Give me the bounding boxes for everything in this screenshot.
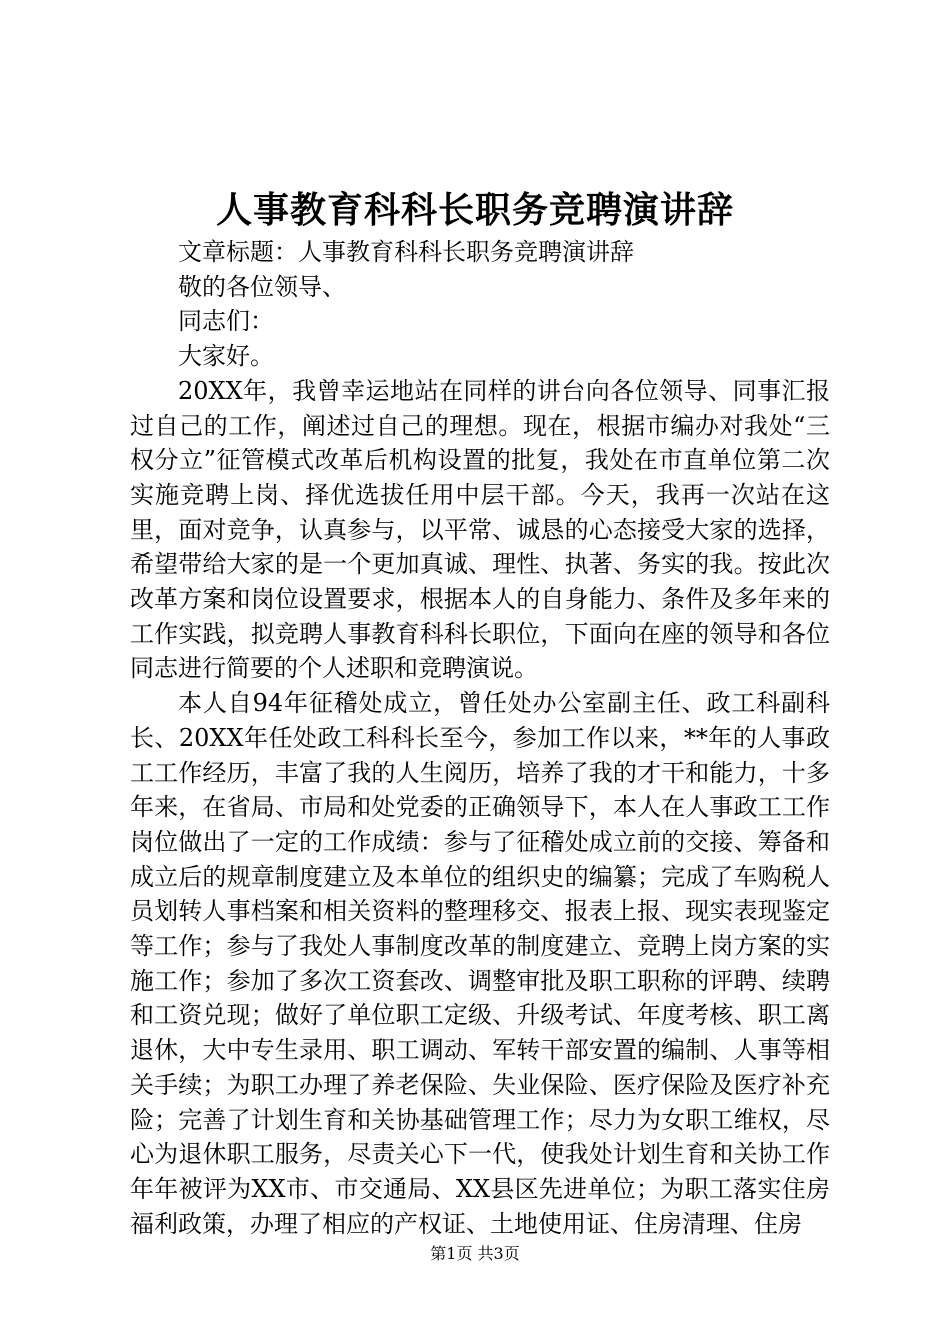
paragraph-intro: 20XX年，我曾幸运地站在同样的讲台向各位领导、同事汇报过自己的工作，阐述过自己的理想。现在，根据市编办对我处“三权分立”征管模式改革后机构设置的批复，我处在市直单位第二次实施竞聘上岗、择优选拔任用中层干部。今天，我再一次站在这里，面对竞争，认真参与，以平常、诚恳的心态接受大家的选择，希望带给大家的是一个更加真诚、理性、执著、务实的我。按此次改革方案和岗位设置要求，根据本人的自身能力、条件及多年来的工作实践，拟竞聘人事教育科科长职位，下面向在座的领导和各位同志进行简要的个人述职和竞聘演说。 bbox=[130, 376, 830, 683]
paragraph-salutation-2: 同志们： bbox=[178, 307, 274, 336]
paragraph-experience: 本人自94年征稽处成立，曾任处办公室副主任、政工科副科长、20XX年任处政工科科长至今，参加工作以来，**年的人事政工工作经历，丰富了我的人生阅历，培养了我的才干和能力，十多年来，在省局、市局和处党委的正确领导下，本人在人事政工工作岗位做出了一定的工作成绩：参与了征稽处成立前的交接、筹备和成立后的规章制度建立及本单位的组织史的编纂；完成了车购税人员划转人事档案和相关资料的整理移交、报表上报、现实表现鉴定等工作；参与了我处人事制度改革的制度建立、竞聘上岗方案的实施工作；参加了多次工资套改、调整审批及职工职称的评聘、续聘和工资兑现；做好了单位职工定级、升级考试、年度考核、职工离退休，大中专生录用、职工调动、军转干部安置的编制、人事等相关手续；为职工办理了养老保险、失业保险、医疗保险及医疗补充险；完善了计划生育和关协基础管理工作；尽力为女职工维权，尽心为退休职工服务，尽责关心下一代，使我处计划生育和关协工作年年被评为XX市、市交通局、XX县区先进单位；为职工落实住房福利政策，办理了相应的产权证、土地使用证、住房清理、住房 bbox=[130, 689, 830, 1238]
document-title: 人事教育科科长职务竞聘演讲辞 bbox=[215, 189, 734, 231]
document-body bbox=[130, 235, 830, 1241]
paragraph-salutation: 敬的各位领导、 bbox=[178, 272, 346, 301]
paragraph-article-title: 文章标题：人事教育科科长职务竞聘演讲辞 bbox=[178, 238, 634, 266]
page-number: 第1页 共3页 bbox=[430, 1244, 520, 1263]
paragraph-greeting: 大家好。 bbox=[178, 342, 274, 371]
